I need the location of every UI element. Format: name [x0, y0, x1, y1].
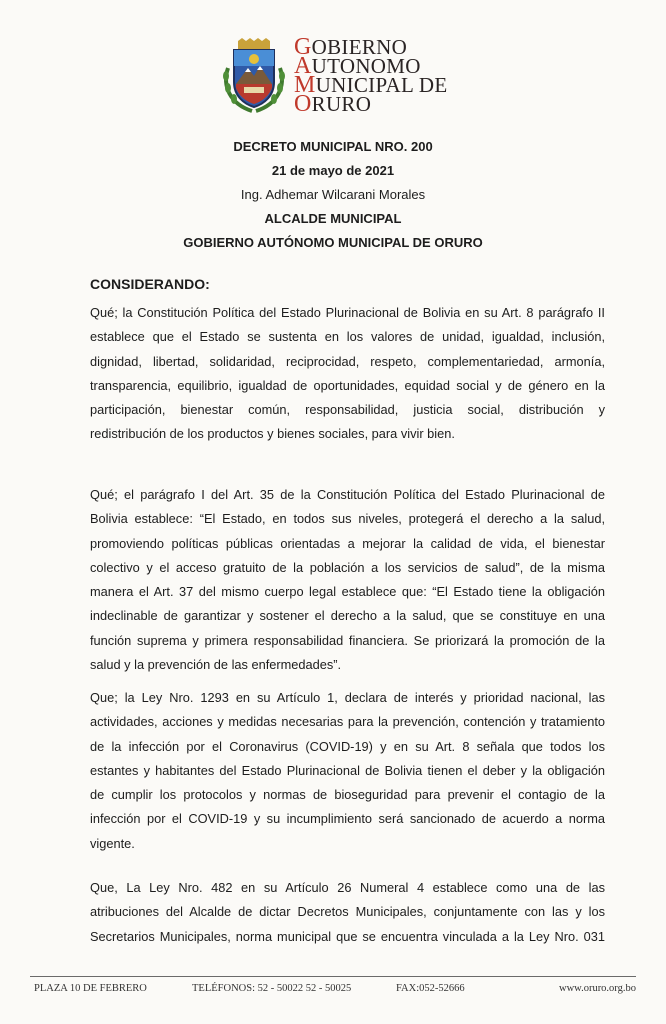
paragraph-line: promoviendo políticas públicas orientadas a mejorar la calidad de vida, el bienestar [90, 535, 605, 551]
signatory-name: Ing. Adhemar Wilcarani Morales [240, 187, 426, 202]
paragraph-line: dignidad, libertad, solidaridad, reciprocidad, respeto, complementariedad, armonía, [90, 353, 605, 369]
decree-date: 21 de mayo de 2021 [271, 163, 395, 178]
paragraph-line: colectivo y el acceso gratuito de la población a los servicios de salud”, de la misma [90, 559, 605, 575]
paragraph [90, 483, 605, 677]
paragraph-line: vigente. [90, 835, 135, 851]
paragraph-line: indeclinable de garantizar y sostener el derecho a la salud, que se constituye en una [90, 608, 605, 624]
footer [32, 983, 636, 997]
wordmark [294, 34, 448, 117]
footer-address: PLAZA 10 DE FEBRERO [34, 983, 147, 994]
paragraph-line: Qué; la Constitución Política del Estado Plurinacional de Bolivia en su Art. 8 parágrafo II [90, 305, 605, 320]
paragraph-line: redistribución de los productos y bienes sociales, para vivir bien. [90, 426, 455, 442]
paragraph-line: manera el Art. 37 del mismo cuerpo legal establece que: “El Estado tiene la obligación [90, 584, 605, 600]
paragraph-line: de la infección por el Coronavirus (COVID-19) y en su Art. 8 señala que todos los [90, 738, 605, 754]
paragraph [90, 301, 605, 447]
footer-divider [30, 976, 636, 977]
government-name: GOBIERNO AUTÓNOMO MUNICIPAL DE ORURO [183, 235, 483, 250]
paragraph-line: de cumplir los protocolos y normas de bioseguridad para prevenir el contagio de la [90, 787, 605, 803]
footer-fax: FAX:052-52666 [396, 983, 465, 994]
paragraph-line: Qué; el parágrafo I del Art. 35 de la Constitución Política del Estado Plurinacional de [90, 487, 605, 502]
section-heading: CONSIDERANDO: [90, 276, 210, 292]
paragraph-line: transparencia, equilibrio, igualdad de oportunidades, equidad social y de género en la [90, 377, 605, 393]
paragraph-line: función suprema y primera responsabilidad financiera. Se priorizará la promoción de la [90, 632, 605, 648]
signatory-position: ALCALDE MUNICIPAL [264, 211, 402, 226]
paragraph-line: salud y la prevención de las enfermedades”. [90, 657, 342, 673]
paragraph-line: Que, La Ley Nro. 482 en su Artículo 26 Numeral 4 establece como una de las [90, 880, 605, 895]
paragraph-line: participación, bienestar común, responsabilidad, justicia social, distribución y [90, 402, 605, 418]
letterhead [0, 34, 666, 118]
decree-header [0, 135, 666, 255]
footer-website[interactable]: www.oruro.org.bo [559, 983, 636, 994]
paragraph-line: atribuciones del Alcalde de dictar Decretos Municipales, conjuntamente con las y los [90, 904, 605, 920]
paragraph [90, 876, 605, 949]
wordmark-line: AUTONOMO [294, 53, 421, 79]
wordmark-line: GOBIERNO [294, 34, 408, 60]
paragraph-line: infección por el COVID-19 y su incumplimiento será sancionado de acuerdo a norma [90, 811, 605, 827]
footer-phones: TELÉFONOS: 52 - 50022 52 - 50025 [192, 983, 352, 994]
coat-of-arms-icon [218, 38, 290, 114]
paragraph-line: establece que el Estado se sustenta en los valores de unidad, igualdad, inclusión, [90, 329, 605, 345]
wordmark-line: MUNICIPAL DE [294, 72, 448, 98]
wordmark-line: ORURO [294, 91, 372, 117]
paragraph-line: Que; la Ley Nro. 1293 en su Artículo 1, declara de interés y prioridad nacional, las [90, 690, 605, 705]
decree-title: DECRETO MUNICIPAL NRO. 200 [233, 139, 433, 154]
paragraph [90, 686, 605, 856]
paragraph-line: actividades, acciones y medidas necesarias para la prevención, contención y tratamiento [90, 714, 605, 730]
paragraph-line: Bolivia establece: “El Estado, en todos sus niveles, protegerá el derecho a la salud, [90, 511, 605, 527]
paragraph-line: estantes y habitantes del Estado Plurinacional de Bolivia tienen el deber y la obligación [90, 762, 605, 778]
paragraph-line: Secretarios Municipales, norma municipal que se encuentra vinculada a la Ley Nro. 031 [90, 928, 605, 944]
